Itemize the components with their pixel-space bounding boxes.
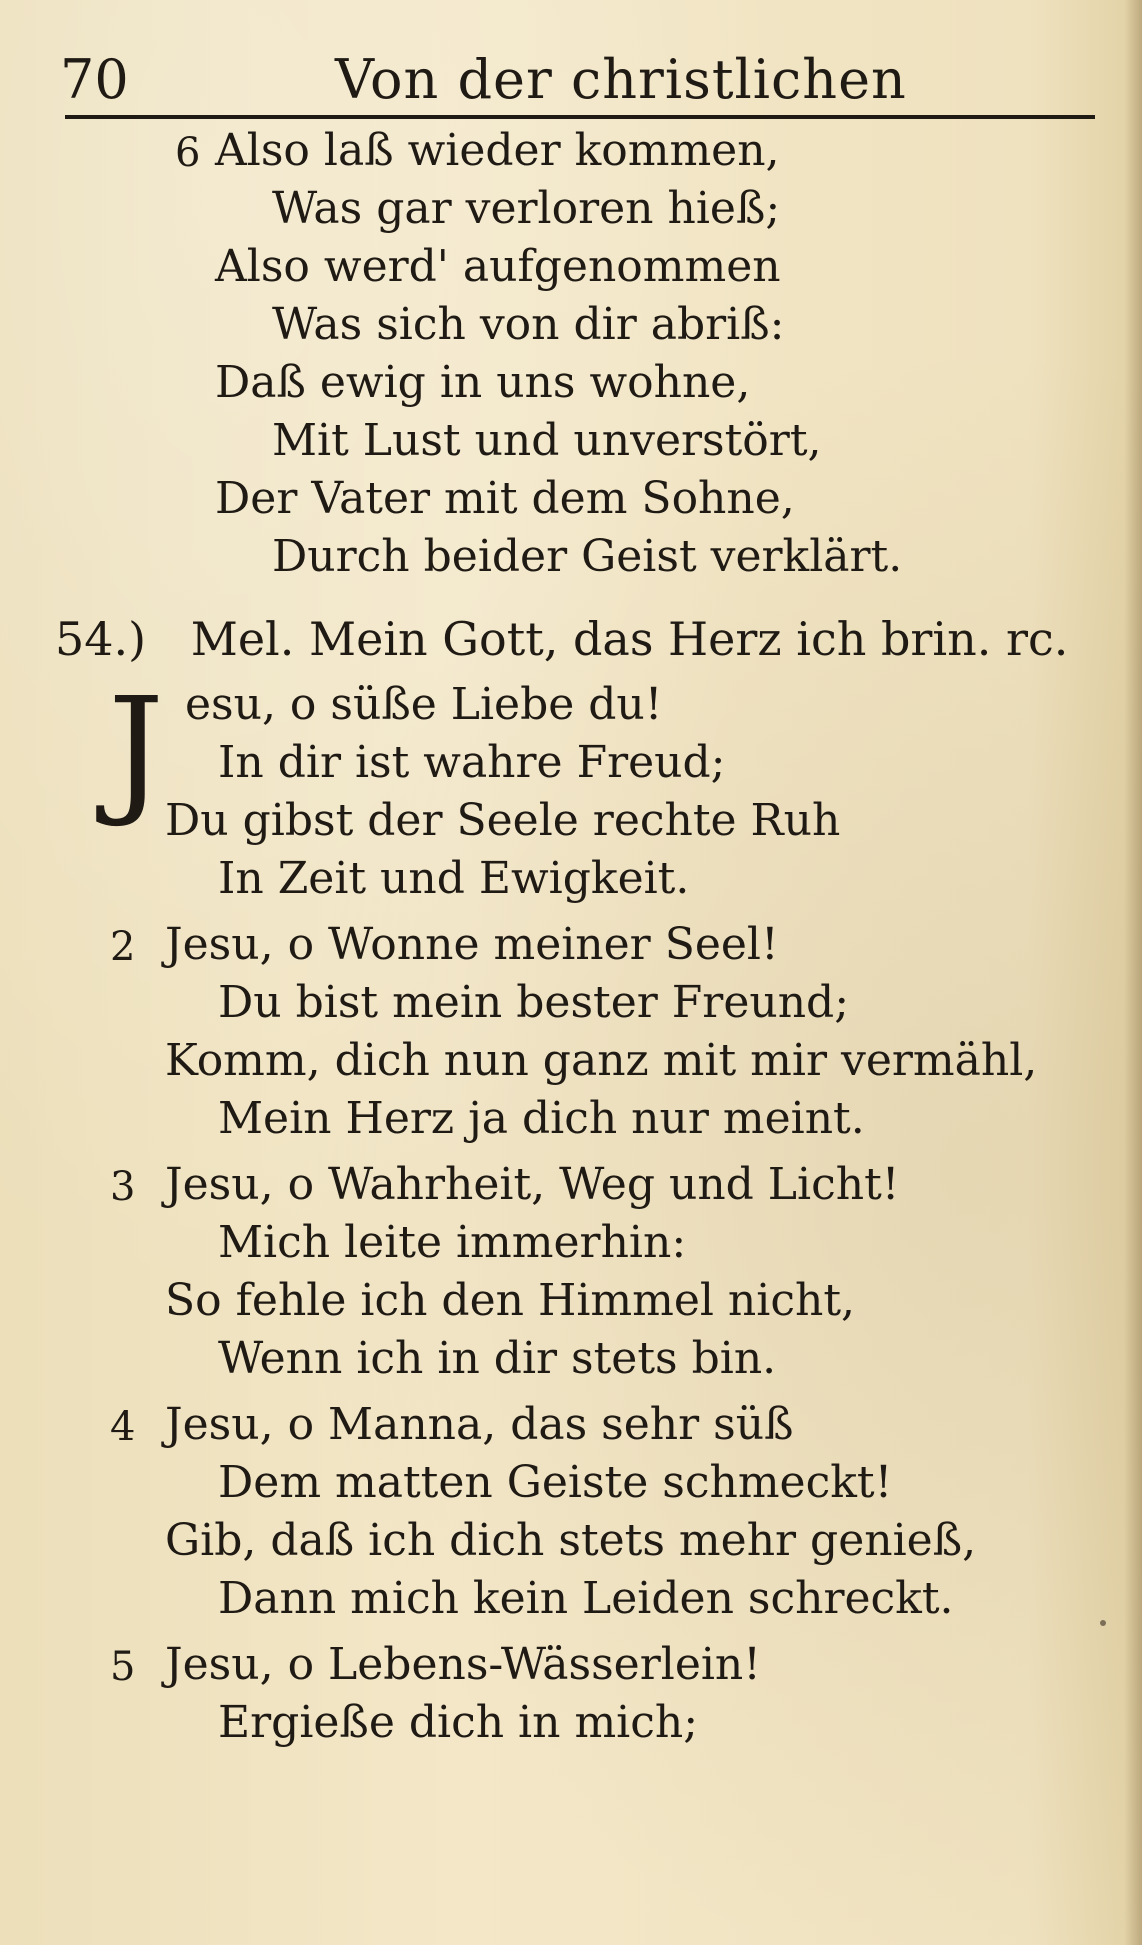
verse-line: Du gibst der Seele rechte Ruh: [165, 795, 841, 846]
page-edge-shadow: [1124, 0, 1142, 1945]
stanza-number: 3: [110, 1164, 136, 1210]
verse-line: So fehle ich den Himmel nicht,: [165, 1275, 855, 1326]
hymn-heading: [55, 612, 1068, 666]
melody-indication: Mel. Mein Gott, das Herz ich brin. rc.: [190, 612, 1069, 666]
verse-line: Jesu, o Wahrheit, Weg und Licht!: [165, 1159, 900, 1210]
stanza-number: 2: [110, 924, 136, 970]
verse-line: Mich leite immerhin:: [218, 1217, 687, 1268]
running-title: Von der christlichen: [335, 48, 907, 111]
verse-line: Jesu, o Manna, das sehr süß: [165, 1399, 794, 1450]
verse-line: Du bist mein bester Freund;: [218, 977, 850, 1028]
verse-line: Dem matten Geiste schmeckt!: [218, 1457, 893, 1508]
header-rule: [65, 115, 1095, 119]
verse-line: Also laß wieder kommen,: [215, 125, 780, 176]
verse-line: Also werd' aufgenommen: [215, 241, 781, 292]
verse-line: In Zeit und Ewigkeit.: [218, 853, 690, 904]
verse-line: Dann mich kein Leiden schreckt.: [218, 1573, 954, 1624]
verse-line: Jesu, o Wonne meiner Seel!: [165, 919, 779, 970]
hymn-number: 54.): [55, 612, 147, 666]
verse-line: Was gar verloren hieß;: [272, 183, 781, 234]
verse-line: Ergieße dich in mich;: [218, 1697, 699, 1748]
drop-cap: J: [108, 668, 165, 831]
verse-line: Mit Lust und unverstört,: [272, 415, 822, 466]
verse-line: Jesu, o Lebens-Wässerlein!: [165, 1639, 761, 1690]
verse-line: Durch beider Geist verklärt.: [272, 531, 903, 582]
verse-line: Wenn ich in dir stets bin.: [218, 1333, 777, 1384]
verse-line: Mein Herz ja dich nur meint.: [218, 1093, 865, 1144]
stanza-number: 6: [175, 130, 201, 176]
verse-line: esu, o süße Liebe du!: [185, 679, 663, 730]
verse-line: In dir ist wahre Freud;: [218, 737, 726, 788]
paper-speck: [1100, 1620, 1106, 1626]
stanza-number: 5: [110, 1644, 136, 1690]
stanza-number: 4: [110, 1404, 136, 1450]
verse-line: Was sich von dir abriß:: [272, 299, 785, 350]
verse-line: Komm, dich nun ganz mit mir vermähl,: [165, 1035, 1038, 1086]
verse-line: Gib, daß ich dich stets mehr genieß,: [165, 1515, 977, 1566]
verse-line: Daß ewig in uns wohne,: [215, 357, 751, 408]
page-number: 70: [60, 48, 129, 111]
page-header: [55, 40, 1095, 120]
verse-line: Der Vater mit dem Sohne,: [215, 473, 795, 524]
